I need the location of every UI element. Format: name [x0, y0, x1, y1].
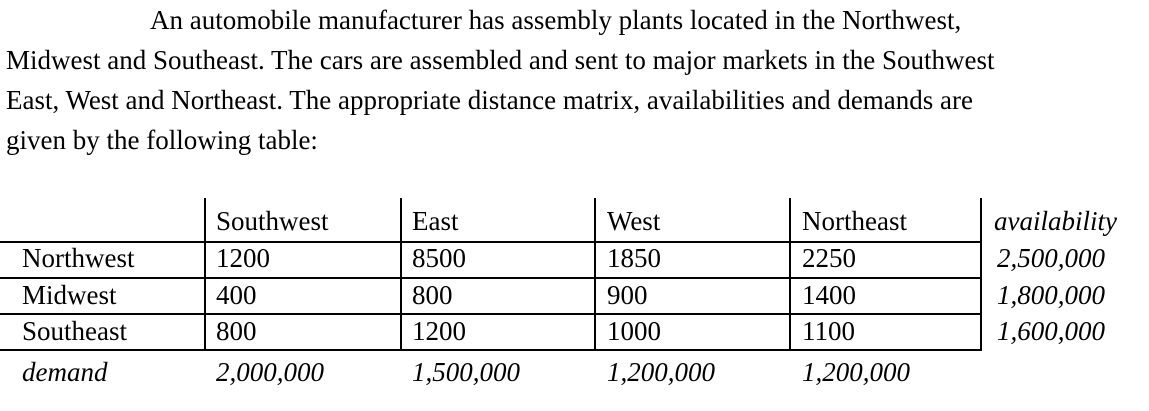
table-cell: 800: [412, 280, 453, 310]
table-cell: 2250: [802, 243, 856, 273]
table-cell: 800: [216, 316, 257, 346]
problem-statement: [6, 0, 1149, 160]
table-cell: 900: [607, 280, 648, 310]
availability-value: 1,800,000: [997, 280, 1105, 310]
table-rule: [0, 241, 982, 243]
demand-value: 1,200,000: [802, 357, 910, 387]
statement-line-1: An automobile manufacturer has assembly plants located in the Northwest,: [150, 5, 962, 35]
column-header-east: East: [412, 206, 459, 236]
statement-line-4: given by the following table:: [6, 125, 318, 155]
table-rule: [0, 277, 982, 279]
table-rule: [594, 198, 596, 351]
table-cell: 1100: [802, 316, 855, 346]
row-label-midwest: Midwest: [22, 280, 117, 310]
table-rule: [980, 198, 982, 351]
table-rule: [0, 313, 982, 315]
row-label-northwest: Northwest: [22, 243, 135, 273]
availability-value: 1,600,000: [997, 316, 1105, 346]
distance-table: [0, 198, 1149, 398]
demand-value: 1,200,000: [607, 357, 715, 387]
demand-value: 2,000,000: [216, 357, 324, 387]
table-cell: 1000: [607, 316, 661, 346]
demand-value: 1,500,000: [412, 357, 520, 387]
availability-value: 2,500,000: [997, 243, 1105, 273]
row-label-southeast: Southeast: [22, 316, 127, 346]
table-cell: 1850: [607, 243, 661, 273]
demand-label: demand: [22, 357, 108, 387]
table-rule: [204, 198, 206, 351]
statement-line-2: Midwest and Southeast. The cars are assembled and sent to major markets in the Southwest: [6, 45, 995, 75]
table-cell: 1400: [802, 280, 856, 310]
table-cell: 1200: [412, 316, 466, 346]
table-rule: [400, 198, 402, 351]
table-rule: [789, 198, 791, 351]
statement-line-3: East, West and Northeast. The appropriate distance matrix, availabilities and demands are: [6, 85, 974, 115]
table-rule: [0, 349, 982, 351]
table-cell: 400: [216, 280, 257, 310]
availability-header: availability: [994, 206, 1117, 236]
column-header-west: West: [607, 206, 661, 236]
column-header-northeast: Northeast: [802, 206, 907, 236]
table-cell: 8500: [412, 243, 466, 273]
column-header-southwest: Southwest: [216, 206, 329, 236]
table-cell: 1200: [216, 243, 270, 273]
